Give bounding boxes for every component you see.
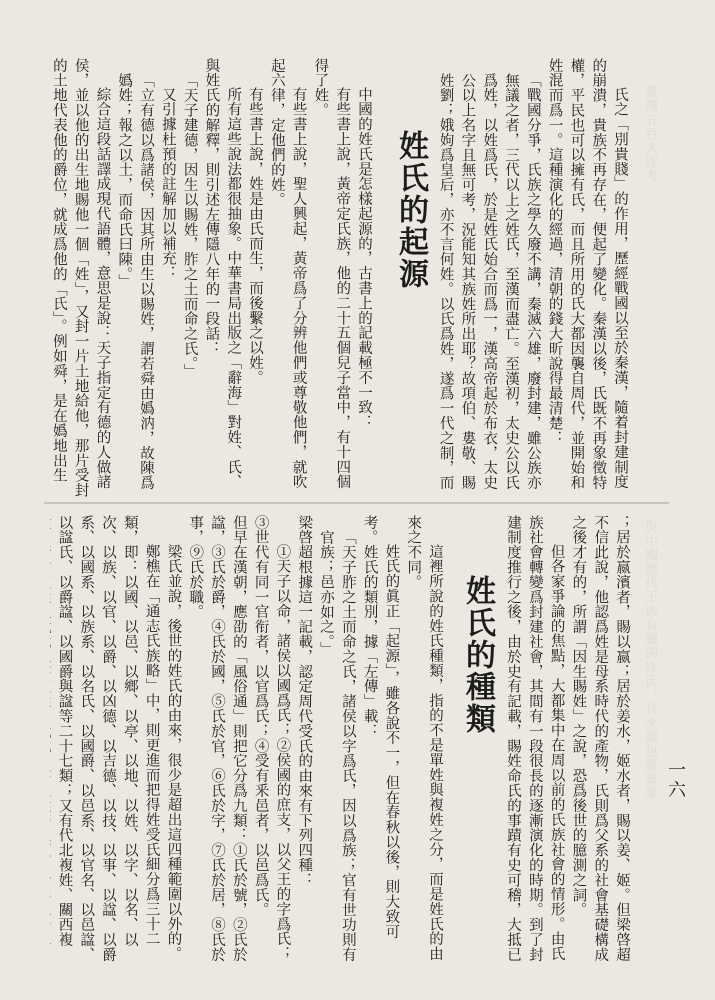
section-heading: 姓氏的種類	[460, 575, 495, 735]
paragraph: 梁氏並說，後世的姓氏的由來，很少是超出這四種範圍以外的。	[165, 544, 182, 962]
bottom-left-body	[50, 515, 445, 965]
paragraph: 綜合這段話譯成現代語體，意思是說：天子指定有德的人做諸侯，並以他的出生地賜他一個「姓」，又封一片土地給他，那片受封的土地代表他的爵位，就成爲他的「氏」。例如舜，是在嬀地出生	[50, 58, 111, 498]
paragraph: 中國的姓氏是怎樣起源的，古書上的記載極不一致：	[356, 87, 372, 430]
paragraph: 但各家爭論的焦點，大都集中在周以前的氏族社會的情形。由氏族社會轉變爲封建社會，其間有一段很長的逐漸演化的時期。到了封建制度推行之後，由於史有記載，賜姓命氏的事蹟有史可稽，大抵已	[505, 515, 565, 962]
paragraph: 有些書上說，姓是由氏而生，而後繫之以姓。	[247, 87, 264, 385]
paragraph: ；居於嬴濱者，賜以嬴；居於姜水，姬水者，賜以姜、姬。但梁啓超不信此說，他認爲姓是母系時代的產物，氏則爲父系的社會基礎構成之後才有的，所謂「因生賜姓」之說，恐爲後世的臆測之詞。	[570, 515, 630, 962]
page-number: 一六	[665, 760, 686, 800]
paragraph: ①天子以命，諸侯以國爲氏；②侯國的庶支，以父王的字爲氏；③世代有同一官衔者，以官爲氏；④受有釆邑者，以邑爲氏。	[252, 515, 291, 962]
divider	[44, 502, 669, 504]
paragraph: 有些書上說，黃帝定氏族，他的二十五個兒子當中，有十四個得了姓。	[312, 58, 351, 490]
paragraph: 梁啓超根據這一記載，認定周代受氏的由來有下列四種：	[296, 515, 313, 888]
paragraph: 姓氏的眞正「起源」，雖各說不一，但在春秋以後，則大致可考。姓氏的類別，據「左傳」載：	[361, 515, 400, 940]
bleed-through-text: 臺灣五百大姓考	[642, 85, 657, 183]
paragraph: 鄭樵在「通志氏族略」中，則更進而把得姓受氏細分爲三十二類，即：以國、以邑、以鄉、以亭、以地、以姓、以字、以名、以次、以族、以官、以爵、以凶德、以吉德、以技、以事、以諡、以爵系、以國系、以族系、以名氏、以國爵、以邑系、以官名、以邑諡、以諡氏、以爵諡、以國爵與諡等二十七類；又有代北複姓、關西複	[56, 515, 160, 962]
quote: 「立有德以爲諸侯，因其所由生以賜姓，謂若舜由嬀汭，故陳爲嬀姓；報之以土，而命氏曰陳。」	[116, 72, 155, 490]
quote: 「天子胙之土而命之氏，諸侯以字爲氏，因以爲族；官有世功則有官族；邑亦如之。」	[318, 529, 356, 962]
paragraph: 但早在漢朝，應劭的「風俗通」則把它分爲九類：①氏於號，②氏於諡，③氏於爵，④氏於國，⑤氏於官，⑥氏於字，⑦氏於居，⑧氏於事，⑨氏於職。	[187, 515, 247, 962]
top-left-body	[50, 58, 374, 498]
bottom-right-body	[500, 515, 632, 965]
paragraph: 所有這些說法都很抽象。中華書局出版之「辭海」對姓、氏、與姓氏的解釋，則引述左傳隱八年的一段話：	[203, 58, 242, 490]
quote: 「天子建德，因生以賜姓，胙之土而命之氏。」	[181, 72, 198, 379]
quote: 「戰國分爭，氏族之學久廢不講，秦滅六雄，廢封建，雖公族亦無議之者，三代以上之姓氏，至漢而盡亡。至漢初，太史公以氏爲姓，以姓爲氏，於是姓氏始合而爲一，漢高帝起於布衣，太史公以上名字且無可考，況能知其族姓所出耶？故項伯、婁敬、賜姓劉；娥姁爲皇后，亦不言何姓。以氏爲姓，遂爲一代之制，而	[437, 72, 541, 490]
paragraph: 這裡所說的姓氏種類，指的不是單姓與複姓之分，而是姓氏的由來之不同。	[405, 515, 443, 962]
top-right-body	[432, 58, 630, 498]
section-heading: 姓氏的起源	[393, 130, 428, 290]
bleed-through-text: 與中國歷代王族有關的姓氏，其來源包羅萬象	[642, 520, 657, 800]
paragraph: 又引據杜預的註解加以補充：	[159, 87, 176, 281]
paragraph: 氏之「別貴賤」的作用，歷經戰國以至於秦漢，隨着封建制度的崩潰，貴族不再存在，便起了變化。秦漢以後，氏既不再象徵特權，平民也可以擁有氏，而且所用的氏大都因襲自周代，並開始和姓混而爲一。這種演化的經過，清朝的錢大昕說得最清楚：	[546, 58, 628, 491]
paragraph: 有些書上說，聖人興起，黃帝爲了分辨他們或尊敬他們，就吹起六律，定他們的姓。	[268, 58, 307, 490]
